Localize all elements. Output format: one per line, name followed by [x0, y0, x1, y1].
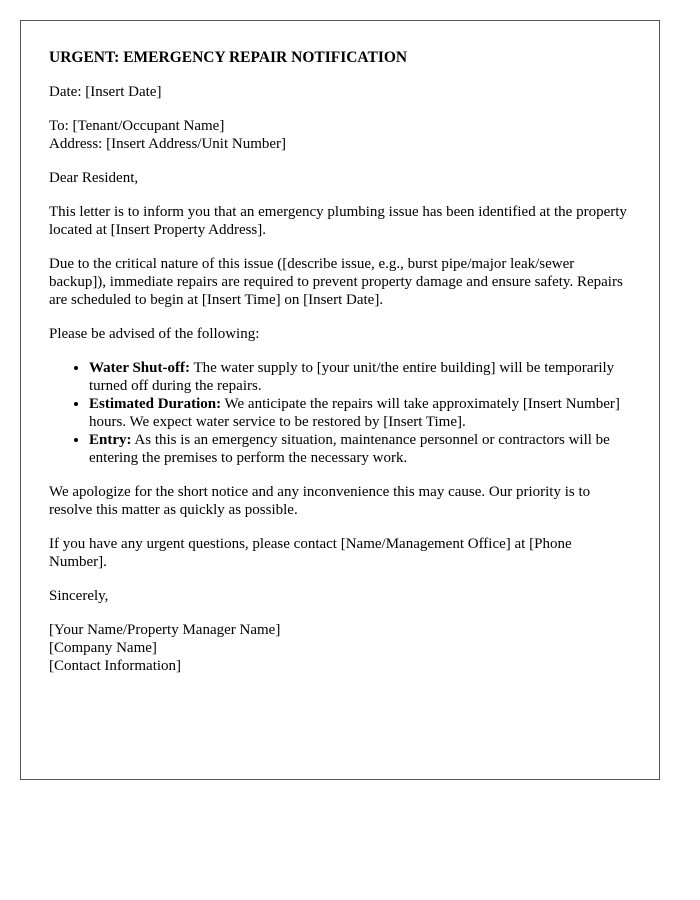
paragraph-contact: If you have any urgent questions, please contact [Name/Management Office] at [Phone Number]. [49, 536, 572, 570]
to-line: To: [Tenant/Occupant Name] [49, 118, 225, 134]
signature-company: [Company Name] [49, 640, 157, 656]
list-item-water-shutoff [89, 359, 631, 395]
recipient-block [49, 117, 631, 153]
advisory-list [49, 359, 631, 467]
bullet-text: We anticipate the repairs will take approximately [Insert Number] hours. We expect water service to be restored by [Insert Time]. [89, 396, 620, 430]
letter-document [20, 20, 660, 780]
letter-title: URGENT: EMERGENCY REPAIR NOTIFICATION [49, 49, 408, 66]
paragraph-apology: We apologize for the short notice and any inconvenience this may cause. Our priority is to resolve this matter as quickly as possible. [49, 484, 591, 518]
address-line: Address: [Insert Address/Unit Number] [49, 136, 287, 152]
list-item-estimated-duration [89, 395, 631, 431]
bullet-text: As this is an emergency situation, maintenance personnel or contractors will be entering the premises to perform the necessary work. [89, 432, 610, 466]
bullet-label: Entry: [89, 432, 132, 448]
signature-block [49, 621, 631, 675]
advisory-intro: Please be advised of the following: [49, 326, 260, 342]
bullet-label: Estimated Duration: [89, 396, 222, 412]
date-line: Date: [Insert Date] [49, 84, 162, 100]
list-item-entry [89, 431, 631, 467]
signature-name: [Your Name/Property Manager Name] [49, 622, 281, 638]
paragraph-details: Due to the critical nature of this issue ([describe issue, e.g., burst pipe/major leak/sewer backup]), immediate repairs are required to prevent property damage and ensure safety. Repairs are scheduled to begin at [Insert Time] on [Insert Date]. [49, 256, 623, 308]
signature-contact: [Contact Information] [49, 658, 182, 674]
bullet-label: Water Shut-off: [89, 360, 190, 376]
bullet-text: The water supply to [your unit/the entire building] will be temporarily turned off during the repairs. [89, 360, 615, 394]
salutation: Dear Resident, [49, 170, 139, 186]
closing: Sincerely, [49, 588, 109, 604]
paragraph-intro: This letter is to inform you that an emergency plumbing issue has been identified at the property located at [Insert Property Address]. [49, 204, 627, 238]
